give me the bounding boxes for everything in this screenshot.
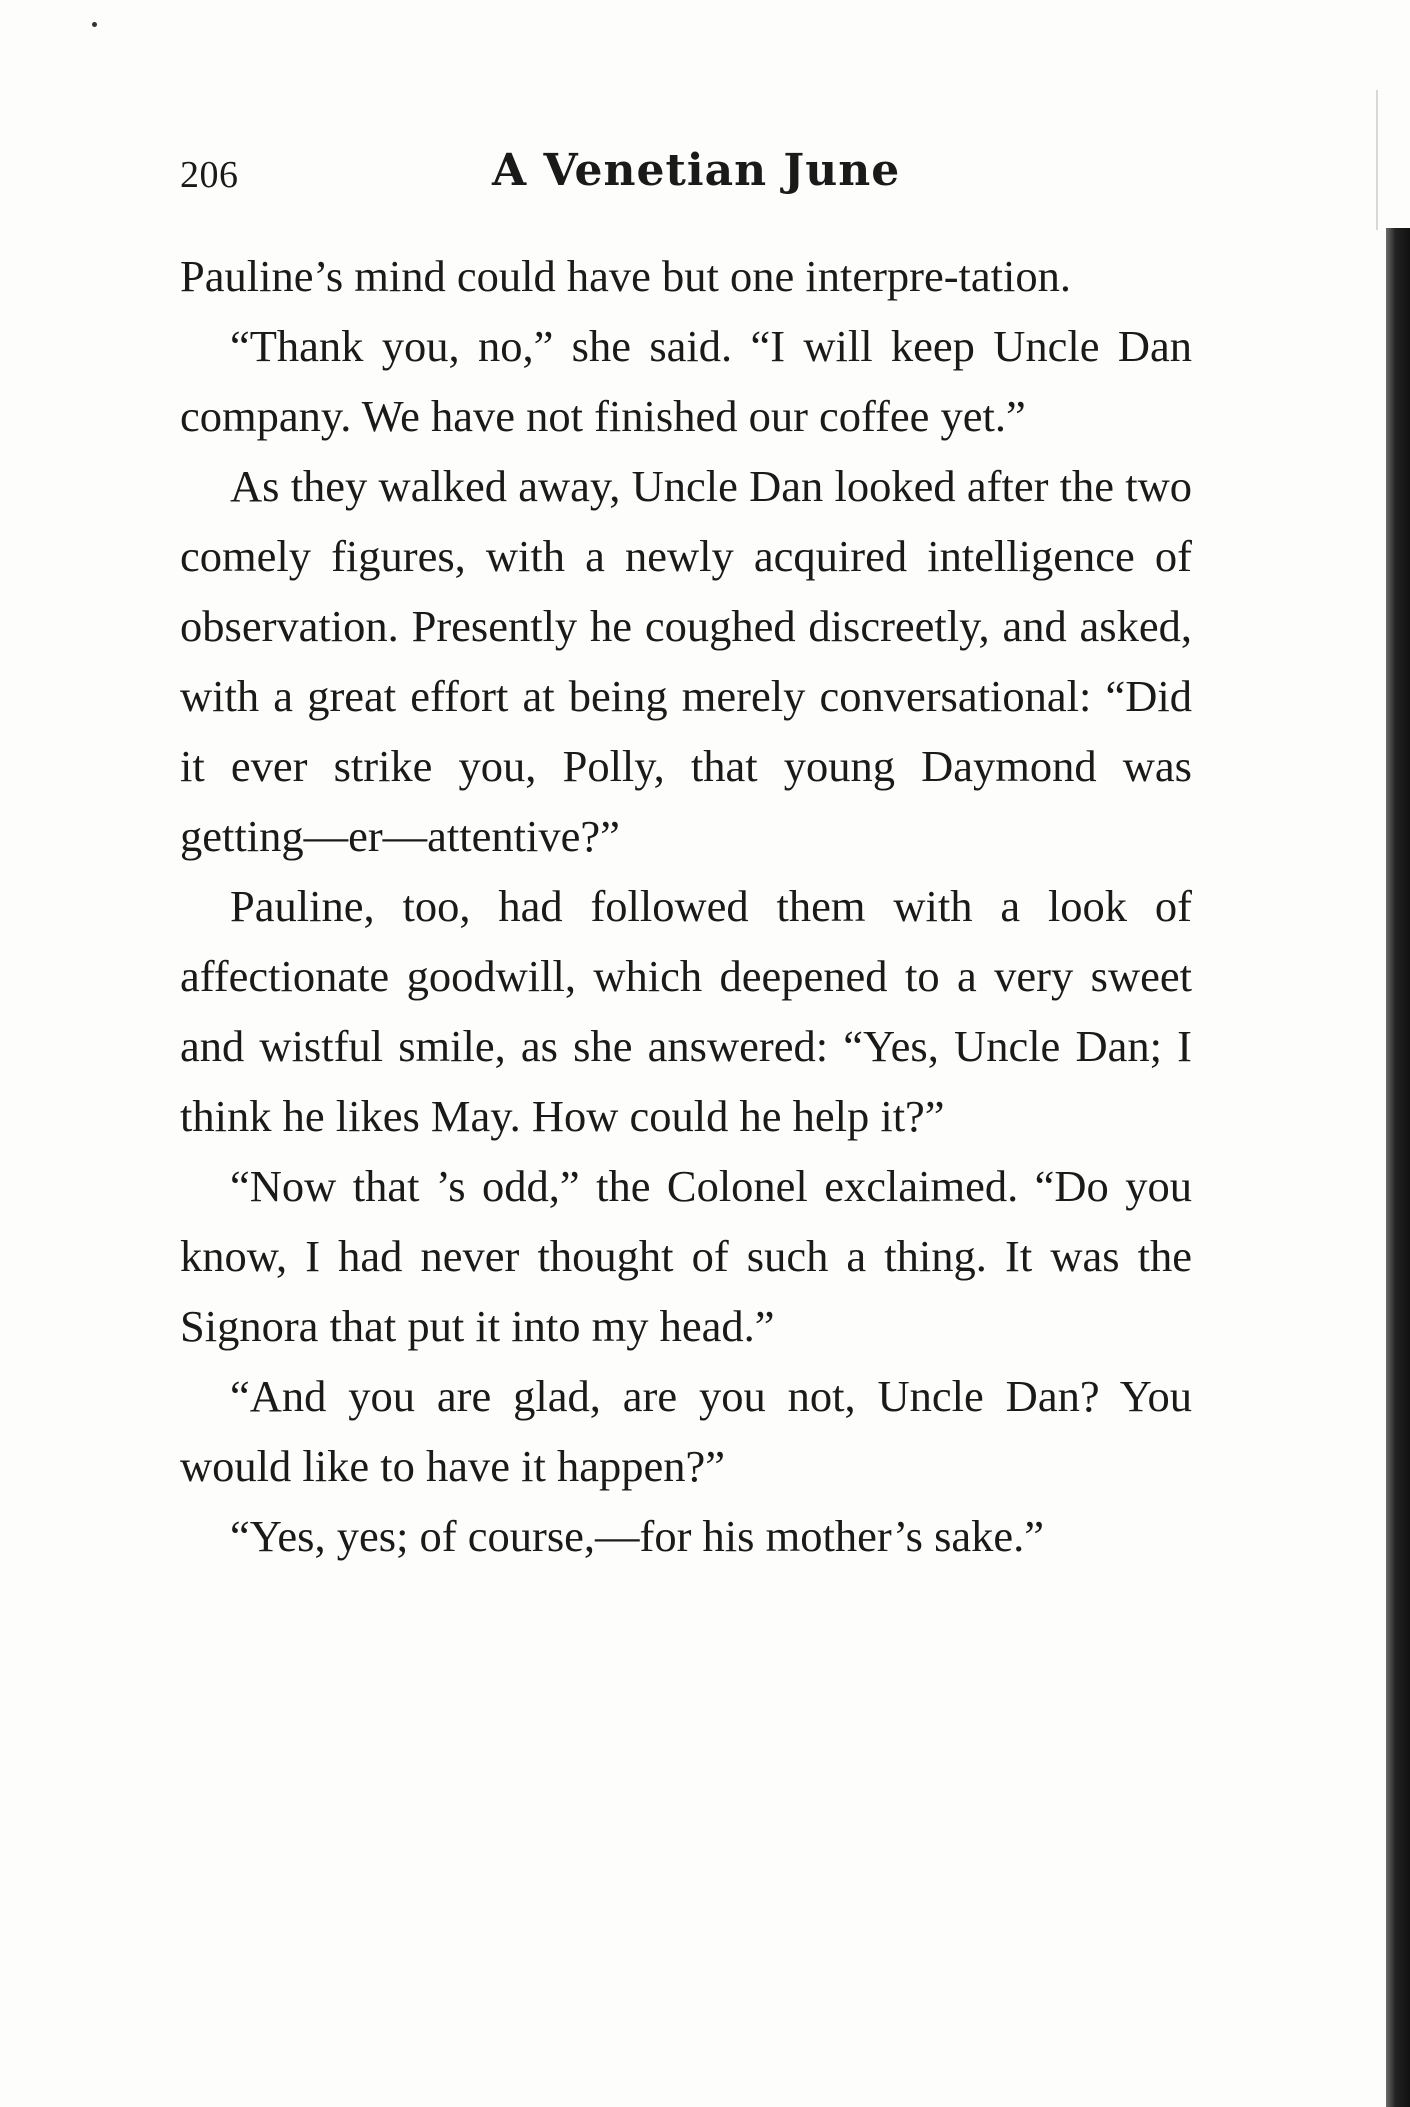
paragraph: “Now that ’s odd,” the Colonel exclaimed. “Do you know, I had never thought of such a thing. It was the Signora that put it into my head.” (180, 1161, 1192, 1351)
paragraph: “Yes, yes; of course,—for his mother’s sake.” (230, 1511, 1045, 1561)
page-number: 206 (180, 154, 239, 196)
paragraph: As they walked away, Uncle Dan looked after the two comely figures, with a newly acquired intelligence of observation. Presently he coughed discreetly, and asked, with a great effort at being merely conversational: “Did it ever strike you, Polly, that young Daymond was getting—er—attentive?” (180, 461, 1192, 861)
page-edge-faint (1376, 90, 1378, 230)
running-title: A Venetian June (492, 145, 901, 196)
paragraph: “Thank you, no,” she said. “I will keep Uncle Dan company. We have not finished our coffee yet.” (180, 321, 1192, 441)
paragraph: Pauline, too, had followed them with a look of affectionate goodwill, which deepened to a very sweet and wistful smile, as she answered: “Yes, Uncle Dan; I think he likes May. How could he help it?” (180, 881, 1192, 1141)
paragraph-continued: Pauline’s mind could have but one interpre-tation. (180, 251, 1072, 301)
page-edge-shadow (1386, 228, 1410, 2107)
paragraph: “And you are glad, are you not, Uncle Dan? You would like to have it happen?” (180, 1371, 1192, 1491)
scan-speck (92, 22, 97, 27)
page-header (180, 145, 1192, 205)
body-text (180, 241, 1192, 1571)
